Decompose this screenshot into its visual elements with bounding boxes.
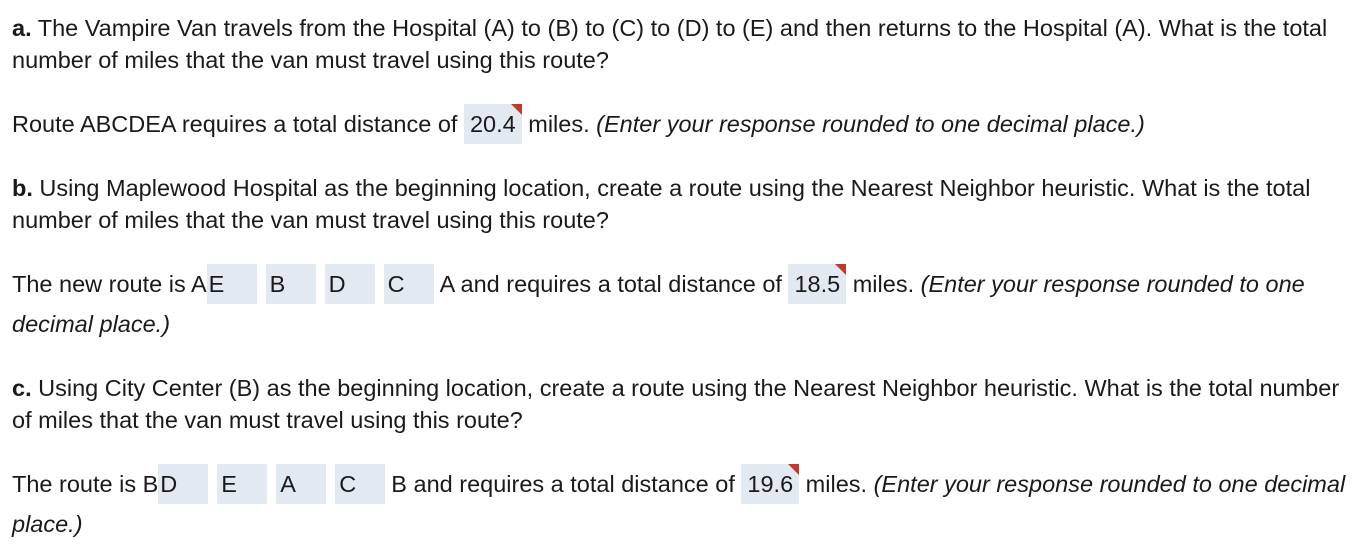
part-b-distance-answer[interactable] — [788, 264, 846, 304]
part-a-question — [12, 12, 1362, 76]
part-b-route-end: A and requires a total distance of — [439, 271, 789, 297]
part-c-question-text: Using City Center (B) as the beginning location, create a route using the Nearest Neighbor heuristic. What is the total number of miles that the van must travel using this route? — [12, 375, 1340, 433]
part-c-distance-value: 19.6 — [747, 471, 794, 497]
part-b-question-text: Using Maplewood Hospital as the beginning location, create a route using the Nearest Neighbor heuristic. What is the total number of miles that the van must travel using this route? — [12, 175, 1311, 233]
part-c-route-stop-3[interactable]: A — [276, 464, 326, 504]
part-a-letter: a. — [12, 15, 32, 41]
part-c-question — [12, 372, 1362, 436]
part-a-instruction: (Enter your response rounded to one decimal place.) — [596, 111, 1145, 137]
incorrect-flag-icon — [788, 464, 799, 475]
part-c-route-end: B and requires a total distance of — [391, 471, 742, 497]
part-c-route-prefix: The route is B — [12, 471, 159, 497]
question-content — [12, 12, 1362, 544]
part-b-route-stop-1[interactable]: E — [207, 264, 257, 304]
part-a-question-text: The Vampire Van travels from the Hospital (A) to (B) to (C) to (D) to (E) and then returns to the Hospital (A). What is the total number of miles that the van must travel using this route? — [12, 15, 1328, 73]
part-b-route-stop-2[interactable]: B — [266, 264, 316, 304]
part-b-answer-line — [12, 264, 1362, 344]
part-b-route-stop-3[interactable]: D — [325, 264, 375, 304]
part-c-route-stop-4[interactable]: C — [335, 464, 385, 504]
part-a-distance-value: 20.4 — [469, 111, 516, 137]
part-b-route-stop-4[interactable]: C — [384, 264, 434, 304]
part-c-answer-suffix: miles. — [799, 471, 874, 497]
part-b-question — [12, 172, 1362, 236]
part-b-distance-value: 18.5 — [794, 271, 841, 297]
incorrect-flag-icon — [511, 104, 522, 115]
part-c-route-stop-1[interactable]: D — [158, 464, 208, 504]
part-b-instruction: (Enter your response rounded to one decimal place.) — [12, 271, 1305, 337]
part-c-route-stop-2[interactable]: E — [217, 464, 267, 504]
part-a-answer-suffix: miles. — [521, 111, 597, 137]
part-a-distance-answer[interactable] — [464, 104, 522, 144]
part-a-answer-line — [12, 104, 1362, 144]
part-c-instruction: (Enter your response rounded to one decimal place.) — [12, 471, 1346, 537]
part-c-letter: c. — [12, 375, 32, 401]
part-b-answer-suffix: miles. — [846, 271, 921, 297]
part-a-answer-prefix: Route ABCDEA requires a total distance of — [12, 111, 464, 137]
part-c-answer-line — [12, 464, 1362, 544]
part-b-letter: b. — [12, 175, 33, 201]
part-b-route-prefix: The new route is A — [12, 271, 207, 297]
part-c-distance-answer[interactable] — [741, 464, 799, 504]
incorrect-flag-icon — [835, 264, 846, 275]
